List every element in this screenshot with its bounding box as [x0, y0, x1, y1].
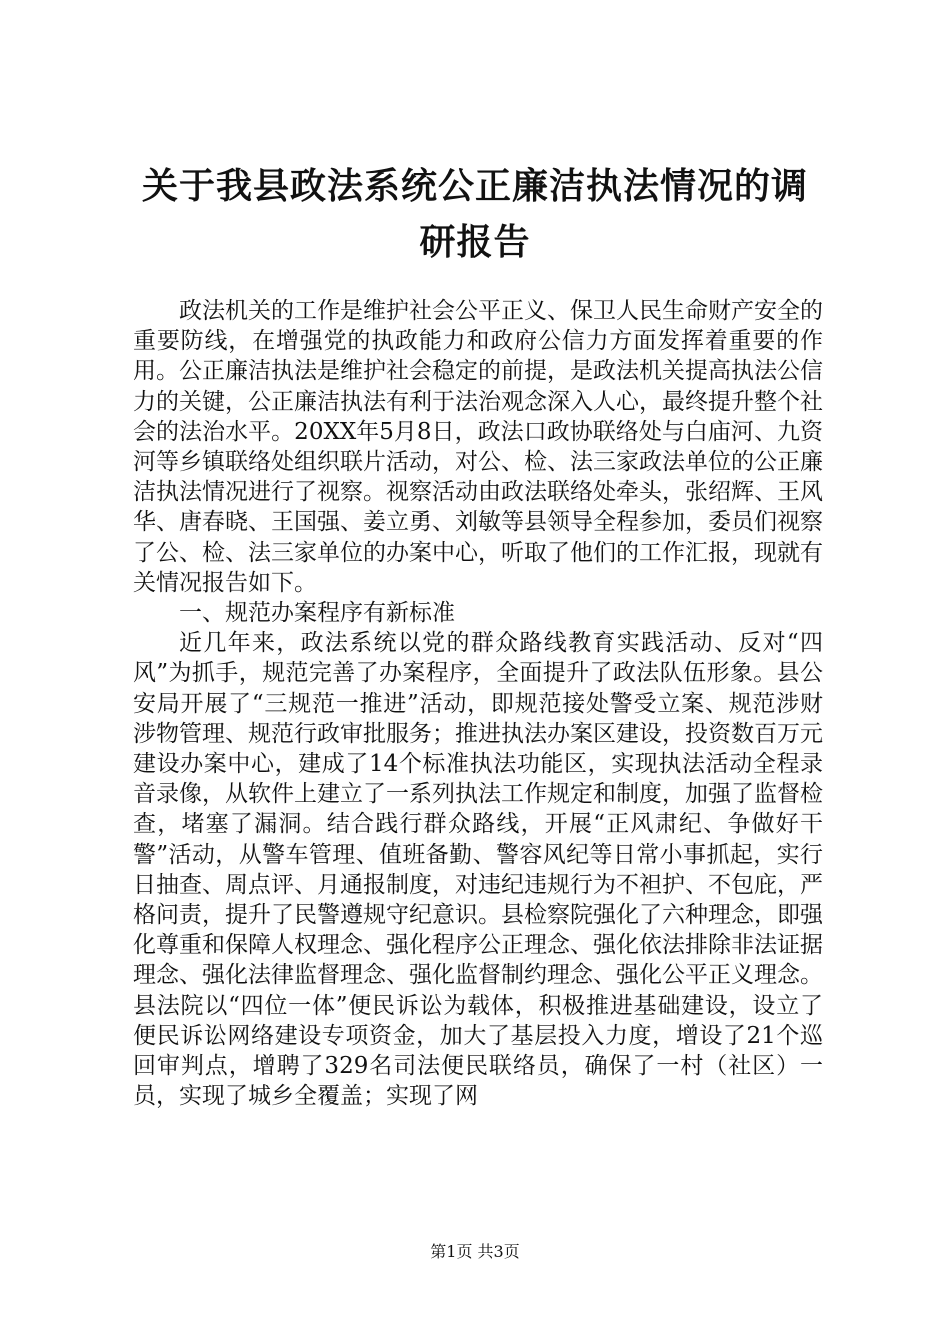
paragraph-intro: 政法机关的工作是维护社会公平正义、保卫人民生命财产安全的重要防线，在增强党的执政能力和政府公信力方面发挥着重要的作用。公正廉洁执法是维护社会稳定的前提，是政法机关提高执法公信力的关键，公正廉洁执法有利于法治观念深入人心，最终提升整个社会的法治水平。20XX年5月8日，政法口政协联络处与白庙河、九资河等乡镇联络处组织联片活动，对公、检、法三家政法单位的公正廉洁执法情况进行了视察。视察活动由政法联络处牵头，张绍辉、王风华、唐春晓、王国强、姜立勇、刘敏等县领导全程参加，委员们视察了公、检、法三家单位的办案中心，听取了他们的工作汇报，现就有关情况报告如下。 — [133, 298, 823, 596]
document-body — [133, 296, 823, 1111]
section-heading-1: 一、规范办案程序有新标准 — [179, 600, 455, 627]
document-title: 关于我县政法系统公正廉洁执法情况的调研报告 — [141, 165, 808, 263]
page-footer: 第1页 共3页 — [430, 1242, 520, 1261]
paragraph-section-1: 近几年来，政法系统以党的群众路线教育实践活动、反对“四风”为抓手，规范完善了办案程序，全面提升了政法队伍形象。县公安局开展了“三规范一推进”活动，即规范接处警受立案、规范涉财涉物管理、规范行政审批服务；推进执法办案区建设，投资数百万元建设办案中心，建成了14个标准执法功能区，实现执法活动全程录音录像，从软件上建立了一系列执法工作规定和制度，加强了监督检查，堵塞了漏洞。结合践行群众路线，开展“正风肃纪、争做好干警”活动，从警车管理、值班备勤、警容风纪等日常小事抓起，实行日抽查、周点评、月通报制度，对违纪违规行为不袒护、不包庇，严格问责，提升了民警遵规守纪意识。县检察院强化了六种理念，即强化尊重和保障人权理念、强化程序公正理念、强化依法排除非法证据理念、强化法律监督理念、强化监督制约理念、强化公平正义理念。县法院以“四位一体”便民诉讼为载体，积极推进基础建设，设立了便民诉讼网络建设专项资金，加大了基层投入力度，增设了21个巡回审判点，增聘了329名司法便民联络员，确保了一村（社区）一员，实现了城乡全覆盖；实现了网 — [133, 630, 823, 1110]
